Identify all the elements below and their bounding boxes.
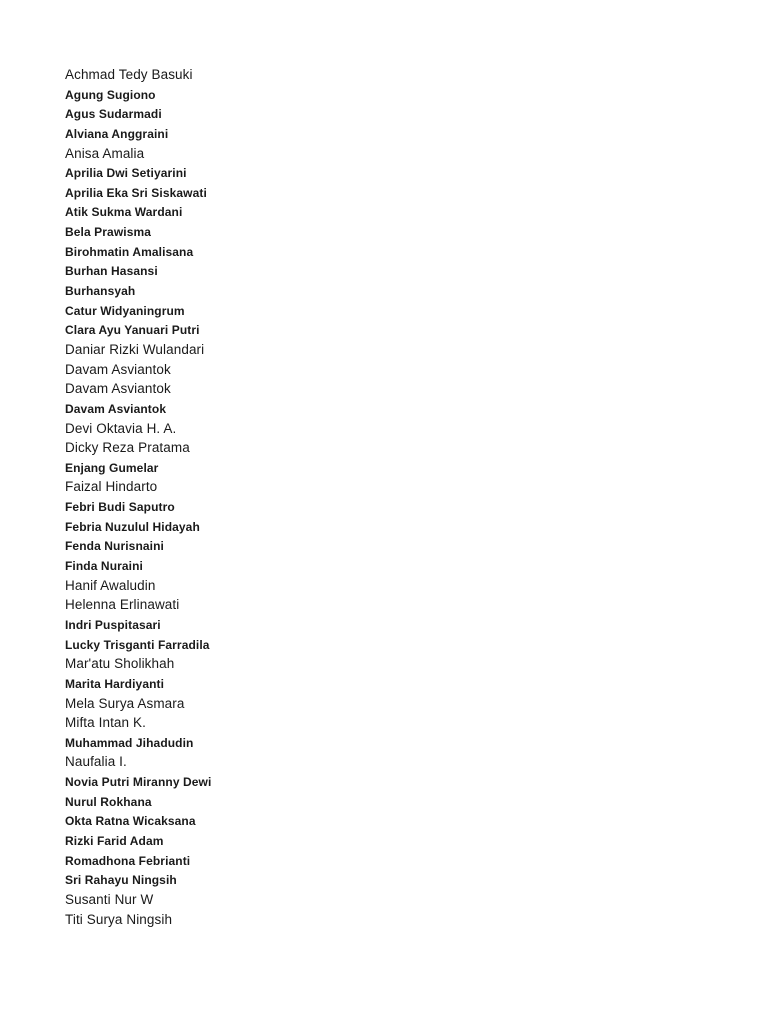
- name-entry: Hanif Awaludin: [65, 577, 156, 593]
- name-entry: Finda Nuraini: [65, 559, 143, 574]
- name-entry: Okta Ratna Wicaksana: [65, 814, 196, 829]
- name-entry: Davam Asviantok: [65, 401, 167, 416]
- name-entry: Burhansyah: [65, 284, 136, 299]
- name-entry: Bela Prawisma: [65, 225, 152, 240]
- name-entry: Aprilia Eka Sri Siskawati: [65, 185, 207, 200]
- name-entry: Enjang Gumelar: [65, 460, 159, 475]
- name-entry: Novia Putri Miranny Dewi: [65, 775, 212, 790]
- name-entry: Fenda Nurisnaini: [65, 539, 164, 554]
- name-entry: Naufalia I.: [65, 754, 127, 770]
- name-entry: Titi Surya Ningsih: [65, 911, 173, 927]
- name-entry: Mifta Intan K.: [65, 715, 146, 731]
- name-entry: Catur Widyaningrum: [65, 303, 185, 318]
- name-entry: Daniar Rizki Wulandari: [65, 341, 205, 357]
- name-entry: Sri Rahayu Ningsih: [65, 873, 177, 888]
- name-entry: Burhan Hasansi: [65, 264, 158, 279]
- name-entry: Febria Nuzulul Hidayah: [65, 519, 200, 534]
- name-entry: Indri Puspitasari: [65, 617, 161, 632]
- name-entry: Achmad Tedy Basuki: [65, 67, 193, 82]
- name-entry: Faizal Hindarto: [65, 479, 158, 495]
- name-list: [65, 68, 211, 932]
- name-entry: Atik Sukma Wardani: [65, 205, 183, 220]
- name-entry: Clara Ayu Yanuari Putri: [65, 323, 200, 338]
- name-entry: Muhammad Jihadudin: [65, 735, 194, 750]
- name-entry: Birohmatin Amalisana: [65, 244, 194, 259]
- name-entry: Marita Hardiyanti: [65, 676, 165, 691]
- name-entry: Susanti Nur W: [65, 891, 154, 907]
- name-entry: Agung Sugiono: [65, 87, 156, 102]
- name-entry: Febri Budi Saputro: [65, 500, 175, 515]
- name-entry: Rizki Farid Adam: [65, 833, 164, 848]
- name-entry: Davam Asviantok: [65, 381, 171, 397]
- name-entry: Lucky Trisganti Farradila: [65, 637, 210, 652]
- name-entry: Mar'atu Sholikhah: [65, 656, 175, 672]
- name-entry: Helenna Erlinawati: [65, 597, 180, 613]
- name-entry: Aprilia Dwi Setiyarini: [65, 166, 187, 181]
- name-entry: Alviana Anggraini: [65, 126, 169, 141]
- name-entry: Romadhona Febrianti: [65, 853, 191, 868]
- name-entry: Davam Asviantok: [65, 361, 171, 377]
- name-entry: Agus Sudarmadi: [65, 107, 162, 122]
- name-entry: Devi Oktavia H. A.: [65, 420, 177, 436]
- name-entry: Anisa Amalia: [65, 145, 145, 161]
- name-entry: Mela Surya Asmara: [65, 695, 185, 711]
- name-entry: Dicky Reza Pratama: [65, 440, 190, 456]
- name-entry: Nurul Rokhana: [65, 794, 152, 809]
